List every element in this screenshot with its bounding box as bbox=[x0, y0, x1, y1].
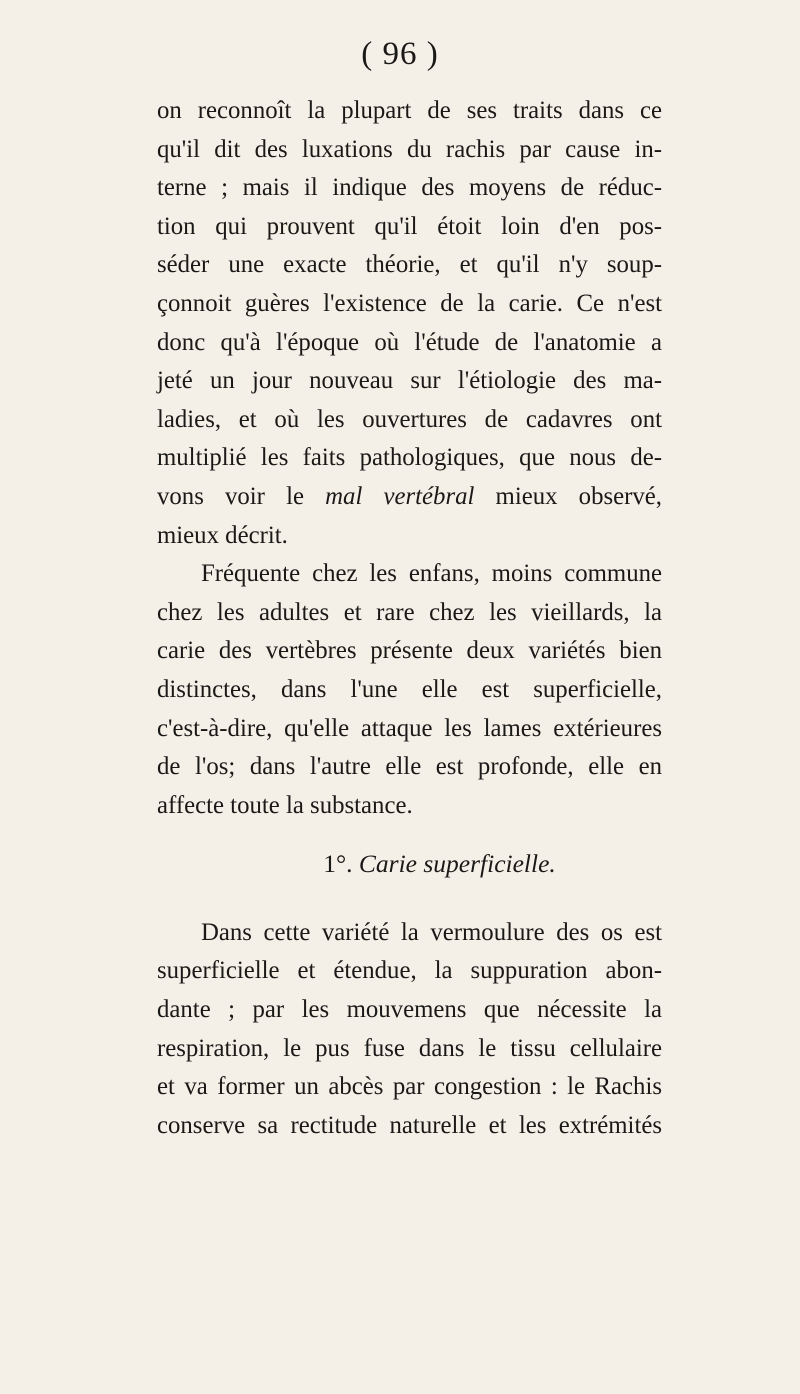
text-line: mieux décrit. bbox=[157, 521, 288, 549]
text-line: ladies, et où les ouvertures de cadavres ont bbox=[157, 405, 662, 433]
text-line: et va former un abcès par congestion : le Rachis bbox=[157, 1073, 662, 1101]
text-line bbox=[157, 478, 662, 517]
body-text bbox=[157, 92, 662, 1145]
text-line: séder une exacte théorie, et qu'il n'y soup- bbox=[157, 251, 662, 279]
page-number: ( 96 ) bbox=[361, 36, 439, 72]
text-fragment: mieux observé, bbox=[474, 482, 662, 510]
text-line: superficielle et étendue, la suppuration abon- bbox=[157, 957, 662, 985]
text-line: on reconnoît la plupart de ses traits dans ce bbox=[157, 97, 662, 124]
text-line: Dans cette variété la vermoulure des os est bbox=[201, 918, 662, 946]
text-line: chez les adultes et rare chez les vieillards, la bbox=[157, 598, 662, 626]
text-line: Fréquente chez les enfans, moins commune bbox=[201, 560, 662, 588]
text-line: conserve sa rectitude naturelle et les extrémités bbox=[157, 1111, 662, 1139]
text-line: dante ; par les mouvemens que nécessite la bbox=[157, 996, 662, 1024]
text-line: distinctes, dans l'une elle est superficielle, bbox=[157, 675, 662, 703]
text-line: de l'os; dans l'autre elle est profonde, elle en bbox=[157, 753, 662, 781]
text-line: çonnoit guères l'existence de la carie. Ce n'est bbox=[157, 289, 662, 317]
text-line: multiplié les faits pathologiques, que nous de- bbox=[157, 444, 662, 472]
section-title: Carie superficielle. bbox=[358, 849, 556, 879]
text-fragment: vons voir le bbox=[157, 482, 326, 510]
text-line: jeté un jour nouveau sur l'étiologie des ma- bbox=[157, 367, 662, 395]
emphasized-term: mal vertébral bbox=[325, 482, 475, 510]
text-line: c'est-à-dire, qu'elle attaque les lames extérieures bbox=[157, 714, 662, 742]
text-line: qu'il dit des luxations du rachis par cause in- bbox=[157, 135, 662, 163]
text-line: carie des vertèbres présente deux variétés bien bbox=[157, 637, 662, 665]
text-line: terne ; mais il indique des moyens de réduc- bbox=[157, 174, 662, 202]
text-line: donc qu'à l'époque où l'étude de l'anatomie a bbox=[157, 328, 662, 356]
section-number: 1°. bbox=[323, 849, 353, 879]
section-heading bbox=[157, 845, 662, 884]
text-line: tion qui prouvent qu'il étoit loin d'en pos- bbox=[157, 212, 662, 240]
text-line: affecte toute la substance. bbox=[157, 791, 413, 819]
text-line: respiration, le pus fuse dans le tissu cellulaire bbox=[157, 1034, 662, 1062]
